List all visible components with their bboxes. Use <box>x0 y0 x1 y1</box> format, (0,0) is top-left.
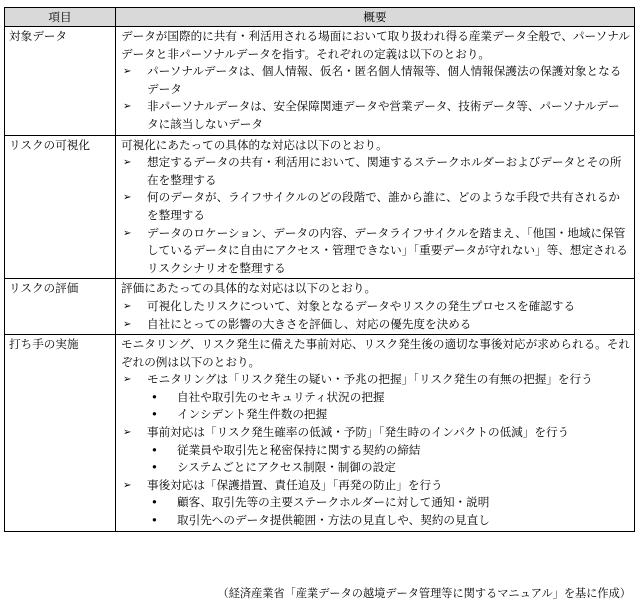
arrow-bullet-icon: ➢ <box>123 101 132 113</box>
bullet-text: 自社にとっての影響の大きさを評価し、対応の優先度を決める <box>147 316 472 331</box>
arrow-bullet-icon: ➢ <box>123 192 132 204</box>
row-summary <box>116 27 635 136</box>
arrow-bullet-icon: ➢ <box>123 374 132 386</box>
row-item-risk-visualization: リスクの可視化 <box>5 135 116 279</box>
arrow-bullet-icon: ➢ <box>123 427 132 439</box>
arrow-bullet-icon: ➢ <box>123 66 132 78</box>
overview-table <box>4 7 635 532</box>
bullet-item <box>121 63 630 98</box>
sub-bullet-text: システムごとにアクセス制限・制御の設定 <box>177 460 396 475</box>
dot-bullet-icon: • <box>151 495 158 510</box>
bullet-item <box>121 424 630 442</box>
bullet-item <box>121 477 630 495</box>
bullet-text: 非パーソナルデータは、安全保障関連データや営業データ、技術データ等、パーソナルデータに該当しないデータ <box>147 99 620 131</box>
sub-bullet-item <box>121 442 630 460</box>
arrow-bullet-icon: ➢ <box>123 300 132 312</box>
sub-bullet-item <box>121 512 630 530</box>
row-item-countermeasures: 打ち手の実施 <box>5 335 116 532</box>
sub-bullet-item <box>121 389 630 407</box>
bullet-text: 事前対応は「リスク発生確率の低減・予防」「発生時のインパクトの低減」を行う <box>147 425 570 440</box>
sub-bullet-text: 取引先へのデータ提供範囲・方法の見直しや、契約の見直し <box>177 513 490 528</box>
bullet-item <box>121 298 630 316</box>
table-header-row <box>5 8 635 27</box>
dot-bullet-icon: • <box>151 442 158 457</box>
bullet-item <box>121 154 630 189</box>
header-item: 項目 <box>5 8 116 27</box>
summary-intro: 評価にあたっての具体的な対応は以下のとおり。 <box>121 281 377 296</box>
row-item-risk-evaluation: リスクの評価 <box>5 279 116 335</box>
sub-bullet-item <box>121 494 630 512</box>
bullet-item <box>121 189 630 224</box>
sub-bullet-item <box>121 406 630 424</box>
bullet-text: 想定するデータの共有・利活用において、関連するステークホルダーおよびデータとその所在を整理する <box>147 155 622 187</box>
sub-bullet-text: 自社や取引先のセキュリティ状況の把握 <box>177 389 385 404</box>
sub-bullet-item <box>121 459 630 477</box>
bullet-item <box>121 98 630 133</box>
dot-bullet-icon: • <box>151 389 158 404</box>
header-summary: 概要 <box>116 8 635 27</box>
bullet-text: モニタリングは「リスク発生の疑い・予兆の把握」「リスク発生の有無の把握」を行う <box>147 372 593 387</box>
sub-bullet-text: インシデント発生件数の把握 <box>177 407 328 422</box>
bullet-text: データのロケーション、データの内容、データライフサイクルを踏まえ、「他国・地域に保管しているデータに自由にアクセス・管理できない」「重要データが守れない」等、想定されるリスクシナリオを整理する <box>147 225 628 275</box>
table-row <box>5 27 635 136</box>
sub-bullet-text: 顧客、取引先等の主要ステークホルダーに対して通知・説明 <box>177 495 490 510</box>
source-caption: （経済産業省「産業データの越境データ管理等に関するマニュアル」を基に作成） <box>217 587 631 600</box>
arrow-bullet-icon: ➢ <box>123 479 132 491</box>
table-row <box>5 335 635 532</box>
bullet-item <box>121 371 630 389</box>
bullet-text: 何のデータが、ライフサイクルのどの段階で、誰から誰に、どのような手段で共有されるかを整理する <box>147 190 621 222</box>
arrow-bullet-icon: ➢ <box>123 227 132 239</box>
summary-intro: モニタリング、リスク発生に備えた事前対応、リスク発生後の適切な事後対応が求められる。それぞれの例は以下のとおり。 <box>121 337 630 369</box>
dot-bullet-icon: • <box>151 460 158 475</box>
bullet-text: 事後対応は「保護措置、責任追及」「再発の防止」を行う <box>147 477 443 492</box>
bullet-item <box>121 225 630 278</box>
row-summary <box>116 335 635 532</box>
bullet-item <box>121 316 630 334</box>
bullet-text: 可視化したリスクについて、対象となるデータやリスクの発生プロセスを確認する <box>147 298 576 313</box>
table-row <box>5 279 635 335</box>
table-row <box>5 135 635 279</box>
summary-intro: データが国際的に共有・利活用される場面において取り扱われ得る産業データ全般で、パーソナルデータと非パーソナルデータを指す。それぞれの定義は以下のとおり。 <box>121 29 630 61</box>
dot-bullet-icon: • <box>151 513 158 528</box>
row-summary <box>116 279 635 335</box>
row-summary <box>116 135 635 279</box>
summary-intro: 可視化にあたっての具体的な対応は以下のとおり。 <box>121 137 388 152</box>
sub-bullet-text: 従業員や取引先と秘密保持に関する契約の締結 <box>177 442 421 457</box>
arrow-bullet-icon: ➢ <box>123 318 132 330</box>
row-item-target-data: 対象データ <box>5 27 116 136</box>
bullet-text: パーソナルデータは、個人情報、仮名・匿名個人情報等、個人情報保護法の保護対象となるデータ <box>147 64 622 96</box>
arrow-bullet-icon: ➢ <box>123 157 132 169</box>
dot-bullet-icon: • <box>151 407 158 422</box>
